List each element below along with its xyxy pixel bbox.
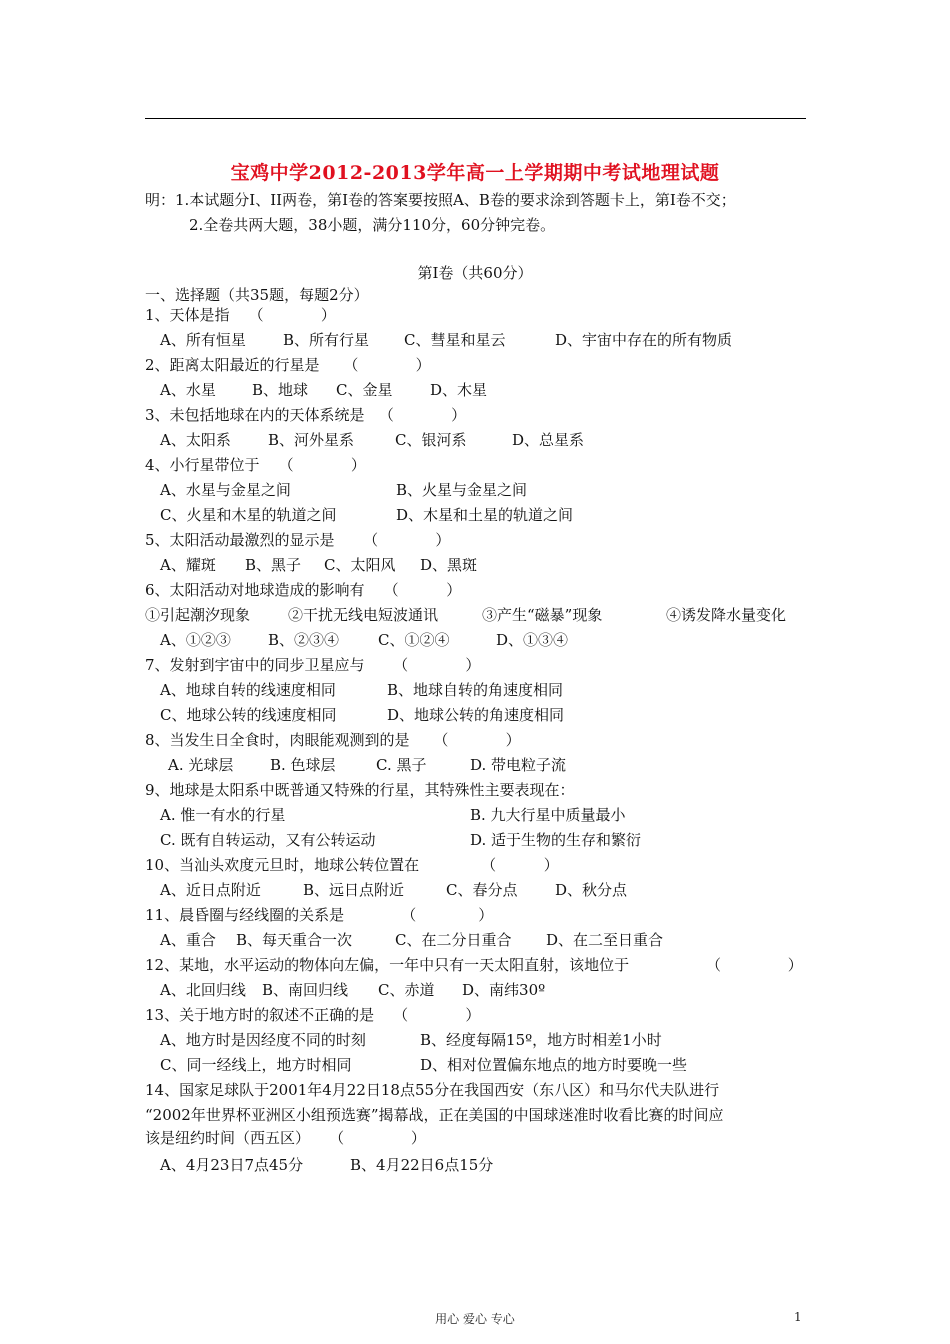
q5-option-d: D、黑斑 — [420, 556, 478, 574]
q10-option-b: B、远日点附近 — [303, 881, 405, 899]
q8-option-d: D. 带电粒子流 — [470, 756, 567, 774]
page-footer: 用心 爱心 专心 — [435, 1312, 515, 1326]
q1-option-d: D、宇宙中存在的所有物质 — [555, 331, 733, 349]
q9-option-b: B. 九大行星中质量最小 — [470, 806, 626, 824]
q1-option-c: C、彗星和星云 — [404, 331, 506, 349]
q11-option-c: C、在二分日重合 — [395, 931, 512, 949]
q3-option-a: A、太阳系 — [160, 431, 231, 449]
q9-option-c: C. 既有自转运动，又有公转运动 — [160, 831, 376, 849]
q11-option-b: B、每天重合一次 — [236, 931, 353, 949]
q11-option-a: A、重合 — [160, 931, 216, 949]
q2-option-b: B、地球 — [252, 381, 309, 399]
page-title: 宝鸡中学2012-2013学年高一上学期期中考试地理试题 — [230, 162, 720, 184]
q8-option-a: A. 光球层 — [168, 756, 234, 774]
question-14-line-1: 14、国家足球队于2001年4月22日18点55分在我国西安（东八区）和马尔代夫队进行 — [145, 1081, 720, 1099]
q5-option-a: A、耀斑 — [160, 556, 216, 574]
question-3-stem: 3、未包括地球在内的天体系统是 （ ） — [145, 406, 467, 424]
q3-option-c: C、银河系 — [395, 431, 467, 449]
question-1-stem: 1、天体是指 （ ） — [145, 306, 336, 324]
question-10-stem: 10、当汕头欢度元旦时，地球公转位置在 （ ） — [145, 856, 559, 874]
question-11-stem: 11、晨昏圈与经线圈的关系是 （ ） — [145, 906, 494, 924]
q10-option-d: D、秋分点 — [555, 881, 628, 899]
question-8-stem: 8、当发生日全食时，肉眼能观测到的是 （ ） — [145, 731, 521, 749]
q5-option-b: B、黑子 — [245, 556, 302, 574]
q12-option-c: C、赤道 — [378, 981, 435, 999]
q4-option-d: D、木星和土星的轨道之间 — [396, 506, 574, 524]
q12-answer-paren: （ ） — [706, 956, 803, 974]
q6-item-2: ②干扰无线电短波通讯 — [288, 606, 439, 624]
q14-option-b: B、4月22日6点15分 — [350, 1156, 494, 1174]
q4-option-a: A、水星与金星之间 — [160, 481, 291, 499]
question-4-stem: 4、小行星带位于 （ ） — [145, 456, 366, 474]
header-rule — [145, 118, 806, 119]
q2-option-a: A、水星 — [160, 381, 216, 399]
question-14-line-3: 该是纽约时间（西五区） （ ） — [145, 1129, 426, 1147]
page-number: 1 — [794, 1310, 802, 1324]
q12-option-d: D、南纬30º — [462, 981, 546, 999]
q7-option-b: B、地球自转的角速度相同 — [387, 681, 564, 699]
q3-option-d: D、总星系 — [512, 431, 585, 449]
instruction-line-1: 明：1.本试题分I、II两卷，第I卷的答案要按照A、B卷的要求涂到答题卡上，第I卷不交； — [145, 191, 736, 209]
q6-item-3: ③产生“磁暴”现象 — [482, 606, 603, 624]
q13-option-c: C、同一经线上，地方时相同 — [160, 1056, 352, 1074]
question-9-stem: 9、地球是太阳系中既普通又特殊的行星，其特殊性主要表现在： — [145, 781, 575, 799]
q6-option-c: C、①②④ — [378, 631, 450, 649]
q4-option-b: B、火星与金星之间 — [396, 481, 528, 499]
q13-option-a: A、地方时是因经度不同的时刻 — [160, 1031, 366, 1049]
q6-item-1: ①引起潮汐现象 — [145, 606, 251, 624]
q12-option-a: A、北回归线 — [160, 981, 246, 999]
q7-option-c: C、地球公转的线速度相同 — [160, 706, 337, 724]
q8-option-b: B. 色球层 — [270, 756, 336, 774]
q11-option-d: D、在二至日重合 — [546, 931, 664, 949]
question-7-stem: 7、发射到宇宙中的同步卫星应与 （ ） — [145, 656, 481, 674]
question-5-stem: 5、太阳活动最激烈的显示是 （ ） — [145, 531, 451, 549]
q7-option-a: A、地球自转的线速度相同 — [160, 681, 336, 699]
question-13-stem: 13、关于地方时的叙述不正确的是 （ ） — [145, 1006, 481, 1024]
q9-option-a: A. 惟一有水的行星 — [160, 806, 286, 824]
q4-option-c: C、火星和木星的轨道之间 — [160, 506, 337, 524]
q10-option-c: C、春分点 — [446, 881, 518, 899]
q1-option-b: B、所有行星 — [283, 331, 370, 349]
instruction-line-2: 2.全卷共两大题，38小题，满分110分，60分钟完卷。 — [189, 216, 556, 234]
section-title: 第I卷（共60分） — [417, 264, 533, 282]
q2-option-c: C、金星 — [336, 381, 393, 399]
q6-option-a: A、①②③ — [160, 631, 231, 649]
q6-option-d: D、①③④ — [496, 631, 569, 649]
q5-option-c: C、太阳风 — [324, 556, 396, 574]
q13-option-b: B、经度每隔15º，地方时相差1小时 — [420, 1031, 662, 1049]
q1-option-a: A、所有恒星 — [160, 331, 246, 349]
question-14-line-2: “2002年世界杯亚洲区小组预选赛”揭幕战，正在美国的中国球迷准时收看比赛的时间应 — [145, 1106, 724, 1124]
part-title: 一、选择题（共35题，每题2分） — [145, 286, 369, 304]
q7-option-d: D、地球公转的角速度相同 — [387, 706, 565, 724]
q10-option-a: A、近日点附近 — [160, 881, 261, 899]
q12-option-b: B、南回归线 — [262, 981, 349, 999]
q14-option-a: A、4月23日7点45分 — [160, 1156, 304, 1174]
q3-option-b: B、河外星系 — [268, 431, 355, 449]
question-2-stem: 2、距离太阳最近的行星是 （ ） — [145, 356, 431, 374]
q8-option-c: C. 黑子 — [376, 756, 427, 774]
question-6-stem: 6、太阳活动对地球造成的影响有 （ ） — [145, 581, 462, 599]
q9-option-d: D. 适于生物的生存和繁衍 — [470, 831, 642, 849]
q6-option-b: B、②③④ — [268, 631, 340, 649]
q13-option-d: D、相对位置偏东地点的地方时要晚一些 — [420, 1056, 688, 1074]
question-12-stem: 12、某地，水平运动的物体向左偏，一年中只有一天太阳直射，该地位于 — [145, 956, 630, 974]
q6-item-4: ④诱发降水量变化 — [666, 606, 787, 624]
q2-option-d: D、木星 — [430, 381, 488, 399]
